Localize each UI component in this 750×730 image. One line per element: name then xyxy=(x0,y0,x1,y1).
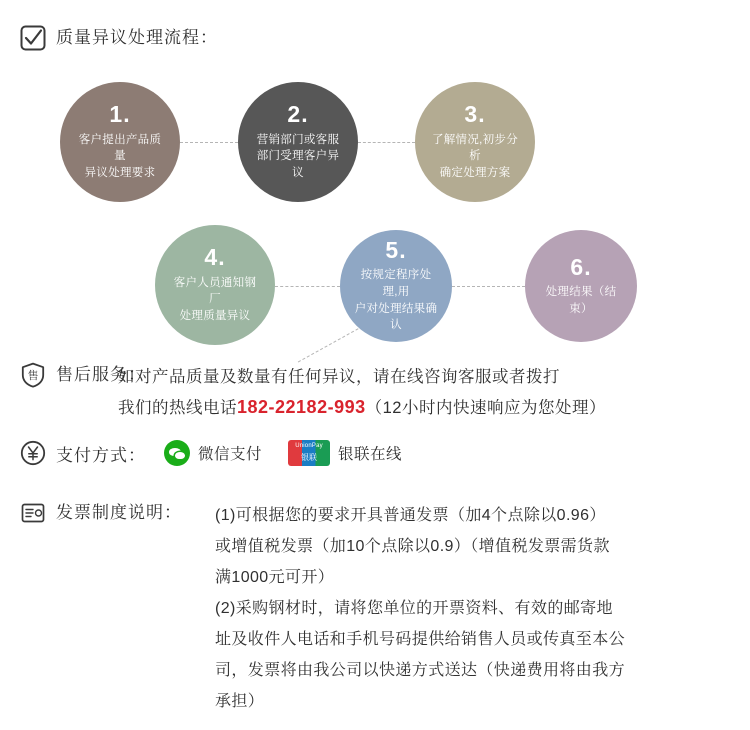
aftersales-hotline: 182-22182-993 xyxy=(237,397,366,417)
payment-method-unionpay[interactable] xyxy=(288,440,402,466)
svg-text:售: 售 xyxy=(27,369,39,382)
aftersales-content xyxy=(118,362,733,423)
flow-node-2-number: 2. xyxy=(287,101,309,128)
payment-methods-row xyxy=(56,440,428,466)
invoice-line-2: 或增值税发票（加10个点除以0.9）（增值税发票需货款 xyxy=(215,538,610,555)
payment-method-unionpay-label: 银联在线 xyxy=(338,446,403,463)
flow-node-3-number: 3. xyxy=(464,101,486,128)
aftersales-line-1: 如对产品质量及数量有任何异议，请在线咨询客服或者拨打 xyxy=(118,368,560,386)
yen-circle-icon xyxy=(20,440,46,466)
flow-node-1-number: 1. xyxy=(109,101,131,128)
flow-node-4 xyxy=(155,225,275,345)
invoice-line-6: 司，发票将由我公司以快递方式送达（快递费用将由我方 xyxy=(215,662,626,679)
invoice-content xyxy=(215,500,715,717)
aftersales-line-2-suffix: （12小时内快速响应为您处理） xyxy=(365,399,606,417)
invoice-label: 发票制度说明： xyxy=(56,503,182,522)
flow-node-4-number: 4. xyxy=(204,244,226,271)
invoice-line-7: 承担） xyxy=(215,693,265,710)
wechat-icon xyxy=(164,440,190,466)
invoice-line-1: (1)可根据您的要求开具普通发票（加4个点除以0.96） xyxy=(215,507,606,524)
invoice-line-4: (2)采购钢材时，请将您单位的开票资料、有效的邮寄地 xyxy=(215,600,613,617)
connector-2-3 xyxy=(358,142,415,143)
invoice-icon xyxy=(20,500,46,526)
payment-method-wechat-label: 微信支付 xyxy=(198,446,263,463)
payment-method-wechat[interactable] xyxy=(164,440,262,466)
flow-node-2 xyxy=(238,82,358,202)
flow-node-1 xyxy=(60,82,180,202)
connector-1-2 xyxy=(180,142,238,143)
flow-node-5-text: 按规定程序处理,用 户对处理结果确认 xyxy=(354,269,438,332)
invoice-line-3: 满1000元可开） xyxy=(215,569,335,586)
flow-node-6-text: 处理结果（结束） xyxy=(545,285,617,315)
flow-node-2-text: 营销部门或客服 部门受理客户异议 xyxy=(256,133,340,179)
payment-label: 支付方式： xyxy=(56,445,146,465)
flow-node-1-text: 客户提出产品质量 异议处理要求 xyxy=(78,133,162,179)
connector-4-5 xyxy=(275,286,340,287)
flow-node-4-text: 客户人员通知钢厂 处理质量异议 xyxy=(173,276,257,322)
invoice-section-header xyxy=(20,500,182,526)
flow-node-6 xyxy=(525,230,637,342)
connector-5-6 xyxy=(452,286,525,287)
aftersales-line-2-prefix: 我们的热线电话 xyxy=(118,399,237,417)
aftersales-label: 售后服务： xyxy=(56,365,146,384)
flow-section-header xyxy=(20,25,218,51)
flow-node-3 xyxy=(415,82,535,202)
unionpay-icon: UnionPay 银联 xyxy=(288,440,330,466)
flow-node-5-number: 5. xyxy=(385,237,407,263)
flow-section-title: 质量异议处理流程： xyxy=(56,28,218,47)
flow-node-3-text: 了解情况,初步分析 确定处理方案 xyxy=(431,133,519,179)
quality-dispute-flow-diagram xyxy=(0,70,750,340)
shield-sale-icon xyxy=(20,362,46,388)
checkbox-icon xyxy=(20,25,46,51)
flow-node-5 xyxy=(340,230,452,342)
invoice-line-5: 址及收件人电话和手机号码提供给销售人员或传真至本公 xyxy=(215,631,626,648)
payment-section-header xyxy=(20,440,56,466)
flow-node-6-number: 6. xyxy=(570,253,592,280)
